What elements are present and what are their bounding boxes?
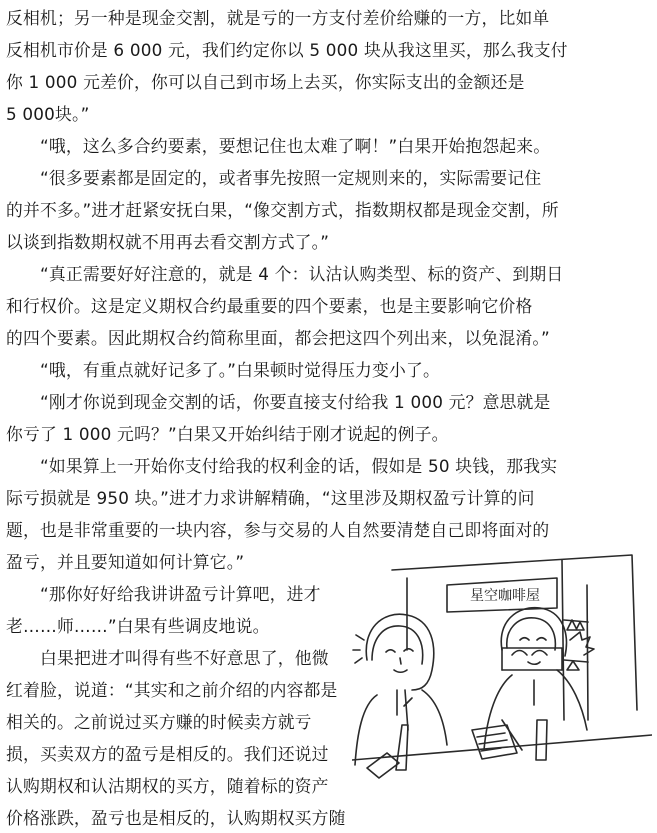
cafe-illustration — [352, 530, 652, 810]
text-line: 盈亏，并且要知道如何计算它。” — [6, 552, 245, 572]
text-line: 反相机市价是 6 000 元，我们约定你以 5 000 块从我这里买，那么我支付 — [6, 40, 568, 60]
text-line: 际亏损就是 950 块。”进才力求讲解精确，“这里涉及期权盈亏计算的问 — [6, 488, 535, 508]
text-line: 的并不多。”进才赶紧安抚白果，“像交割方式，指数期权都是现金交割，所 — [6, 200, 559, 220]
text-line: 反相机；另一种是现金交割，就是亏的一方支付差价给赚的一方，比如单 — [6, 8, 550, 28]
text-line: 价格涨跌，盈亏也是相反的，认购期权买方随 — [6, 808, 346, 828]
text-line: “很多要素都是固定的，或者事先按照一定规则来的，实际需要记住 — [40, 168, 542, 188]
text-line: 你亏了 1 000 元吗？”白果又开始纠结于刚才说起的例子。 — [6, 424, 449, 444]
text-line: 红着脸，说道：“其实和之前介绍的内容都是 — [6, 680, 338, 700]
text-line: 白果把进才叫得有些不好意思了，他微 — [40, 648, 329, 668]
text-line: 你 1 000 元差价，你可以自己到市场上去买，你实际支出的金额还是 — [6, 72, 525, 92]
cafe-sign-text: 星空咖啡屋 — [470, 588, 540, 604]
text-line: 题，也是非常重要的一块内容，参与交易的人自然要清楚自己即将面对的 — [6, 520, 550, 540]
text-line: “如果算上一开始你支付给我的权利金的话，假如是 50 块钱，那我实 — [40, 456, 558, 476]
text-line: 老……师……”白果有些调皮地说。 — [6, 616, 270, 636]
text-line: “哦，有重点就好记多了。”白果顿时觉得压力变小了。 — [40, 360, 440, 380]
text-line: 的四个要素。因此期权合约简称里面，都会把这四个列出来，以免混淆。” — [6, 328, 550, 348]
text-line: 损，买卖双方的盈亏是相反的。我们还说过 — [6, 744, 329, 764]
text-line: 以谈到指数期权就不用再去看交割方式了。” — [6, 232, 330, 252]
text-line: “哦，这么多合约要素，要想记住也太难了啊！”白果开始抱怨起来。 — [40, 136, 551, 156]
text-line: 和行权价。这是定义期权合约最重要的四个要素，也是主要影响它价格 — [6, 296, 533, 316]
text-line: “那你好好给我讲讲盈亏计算吧，进才 — [40, 584, 321, 604]
text-line: 相关的。之前说过买方赚的时候卖方就亏 — [6, 712, 312, 732]
text-line: 认购期权和认沽期权的买方，随着标的资产 — [6, 776, 329, 796]
text-line: 5 000块。” — [6, 104, 90, 124]
text-line: “刚才你说到现金交割的话，你要直接支付给我 1 000 元？意思就是 — [40, 392, 551, 412]
text-line: “真正需要好好注意的，就是 4 个：认沽认购类型、标的资产、到期日 — [40, 264, 564, 284]
